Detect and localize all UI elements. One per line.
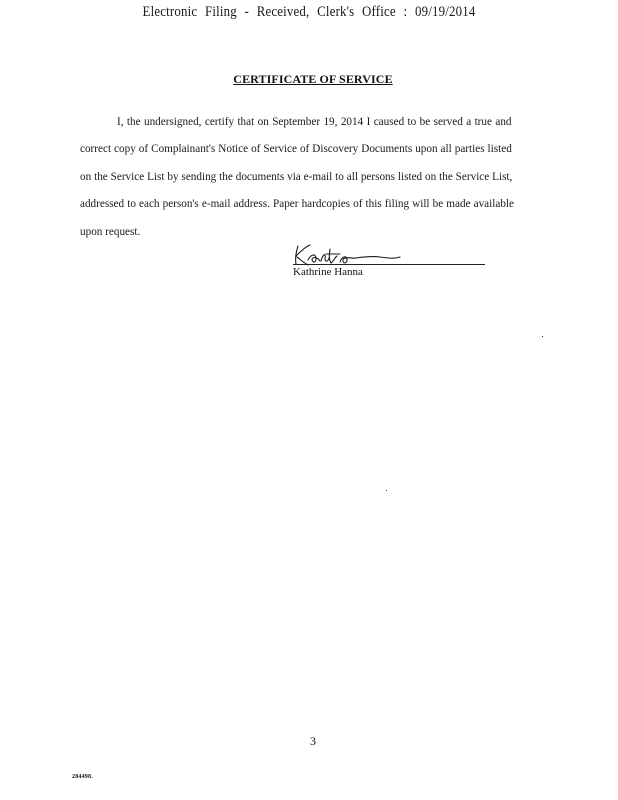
certificate-line: upon request. (80, 226, 141, 238)
certificate-line: on the Service List by sending the documents via e-mail to all persons listed on the Service List, (80, 171, 513, 183)
certificate-title: CERTIFICATE OF SERVICE (233, 72, 393, 86)
document-id: 284498. (72, 774, 93, 780)
page-number: 3 (310, 734, 316, 748)
certificate-line: correct copy of Complainant's Notice of Service of Discovery Documents upon all parties listed (80, 143, 512, 155)
signature-line (293, 264, 485, 265)
signer-name: Kathrine Hanna (293, 266, 363, 278)
scan-speck (542, 336, 543, 337)
signature-block (288, 240, 488, 280)
certificate-line: addressed to each person's e-mail address. Paper hardcopies of this filing will be made available (80, 198, 514, 210)
certificate-line: I, the undersigned, certify that on September 19, 2014 I caused to be served a true and (117, 116, 512, 128)
scan-speck (386, 490, 387, 491)
filing-stamp: Electronic Filing - Received, Clerk's Office : 09/19/2014 (142, 4, 476, 20)
